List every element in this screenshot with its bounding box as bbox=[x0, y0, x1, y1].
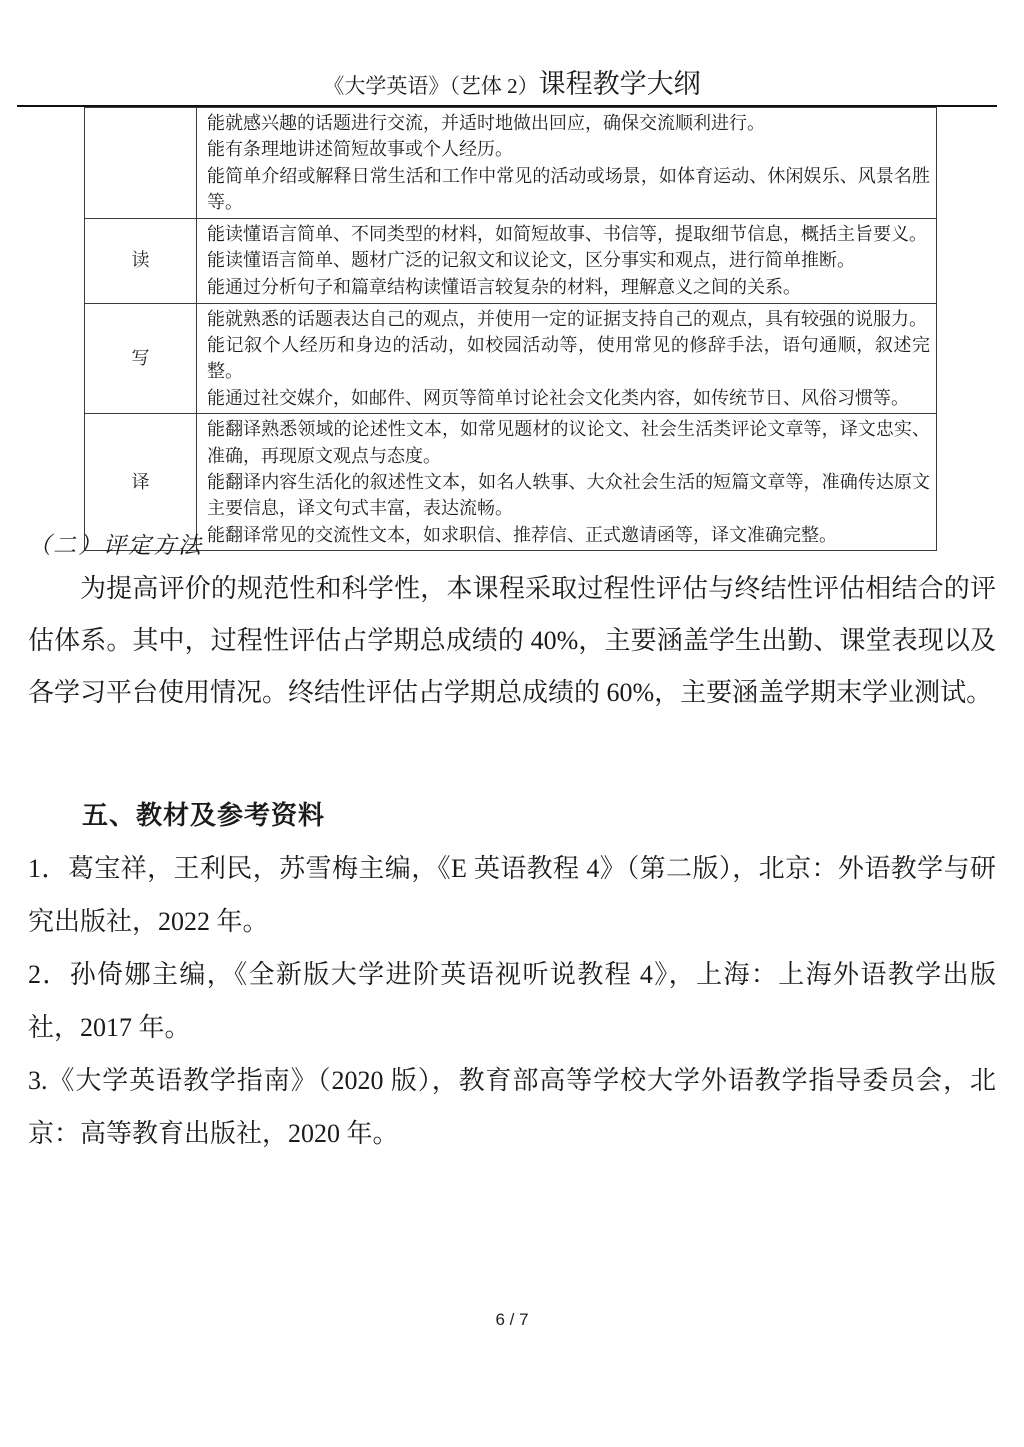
page-number: 6 / 7 bbox=[495, 1310, 529, 1329]
table-row bbox=[85, 218, 937, 303]
skill-description-cell bbox=[197, 218, 937, 303]
skill-label-cell: 读 bbox=[85, 218, 197, 303]
skill-item: 能有条理地讲述简短故事或个人经历。 bbox=[207, 139, 513, 160]
document-title-suffix: 课程教学大纲 bbox=[538, 69, 701, 99]
table-row bbox=[85, 108, 937, 219]
table-row bbox=[85, 414, 937, 551]
skill-item: 能通过社交媒介，如邮件、网页等简单讨论社会文化类内容，如传统节日、风俗习惯等。 bbox=[207, 387, 909, 408]
skill-label-cell: 译 bbox=[85, 414, 197, 551]
reference-item: 2．孙倚娜主编，《全新版大学进阶英语视听说教程 4》，上海：上海外语教学出版社，2017 年。 bbox=[28, 960, 996, 1042]
skill-item: 能就熟悉的话题表达自己的观点，并使用一定的证据支持自己的观点，具有较强的说服力。 bbox=[207, 308, 927, 329]
skill-item: 能翻译熟悉领域的论述性文本，如常见题材的议论文、社会生活类评论文章等，译文忠实、准确，再现原文观点与态度。 bbox=[207, 419, 930, 466]
skill-label-cell: 写 bbox=[85, 303, 197, 414]
skill-item: 能读懂语言简单、不同类型的材料，如简短故事、书信等，提取细节信息，概括主旨要义。 bbox=[207, 224, 927, 245]
page-header bbox=[0, 62, 1024, 101]
reference-list bbox=[28, 842, 996, 1160]
skill-description-cell bbox=[197, 303, 937, 414]
skill-item: 能翻译内容生活化的叙述性文本，如名人轶事、大众社会生活的短篇文章等，准确传达原文主要信息，译文句式丰富，表达流畅。 bbox=[207, 472, 930, 519]
reference-item: 1．葛宝祥，王利民，苏雪梅主编，《E 英语教程 4》（第二版），北京：外语教学与研究出版社，2022 年。 bbox=[28, 854, 996, 936]
skill-item: 能就感兴趣的话题进行交流，并适时地做出回应，确保交流顺利进行。 bbox=[207, 113, 765, 133]
table-row bbox=[85, 303, 937, 414]
skill-item: 能读懂语言简单、题材广泛的记叙文和议论文，区分事实和观点，进行简单推断。 bbox=[207, 250, 855, 271]
skill-item: 能翻译常见的交流性文本，如求职信、推荐信、正式邀请函等，译文准确完整。 bbox=[207, 524, 837, 545]
skill-description-cell bbox=[197, 414, 937, 551]
skill-label-cell bbox=[85, 108, 197, 219]
document-title-course: 《大学英语》（艺体 2） bbox=[323, 74, 539, 98]
section-heading-materials: 五、教材及参考资料 bbox=[82, 800, 326, 830]
section-heading-evaluation-method: （二）评定方法 bbox=[28, 533, 203, 558]
reference-item: 3.《大学英语教学指南》（2020 版），教育部高等学校大学外语教学指导委员会，北京：高等教育出版社，2020 年。 bbox=[28, 1066, 996, 1148]
skills-requirements-table bbox=[84, 107, 937, 551]
skill-item: 能通过分析句子和篇章结构读懂语言较复杂的材料，理解意义之间的关系。 bbox=[207, 276, 801, 297]
skill-item: 能简单介绍或解释日常生活和工作中常见的活动或场景，如体育运动、休闲娱乐、风景名胜等。 bbox=[207, 165, 930, 213]
evaluation-method-paragraph: 为提高评价的规范性和科学性，本课程采取过程性评估与终结性评估相结合的评估体系。其中，过程性评估占学期总成绩的 40%，主要涵盖学生出勤、课堂表现以及各学习平台使用情况。终结性评估占学期总成绩的 60%，主要涵盖学期末学业测试。 bbox=[28, 574, 996, 707]
skill-description-cell bbox=[197, 108, 937, 219]
skill-item: 能记叙个人经历和身边的活动，如校园活动等，使用常见的修辞手法，语句通顺，叙述完整。 bbox=[207, 335, 930, 382]
